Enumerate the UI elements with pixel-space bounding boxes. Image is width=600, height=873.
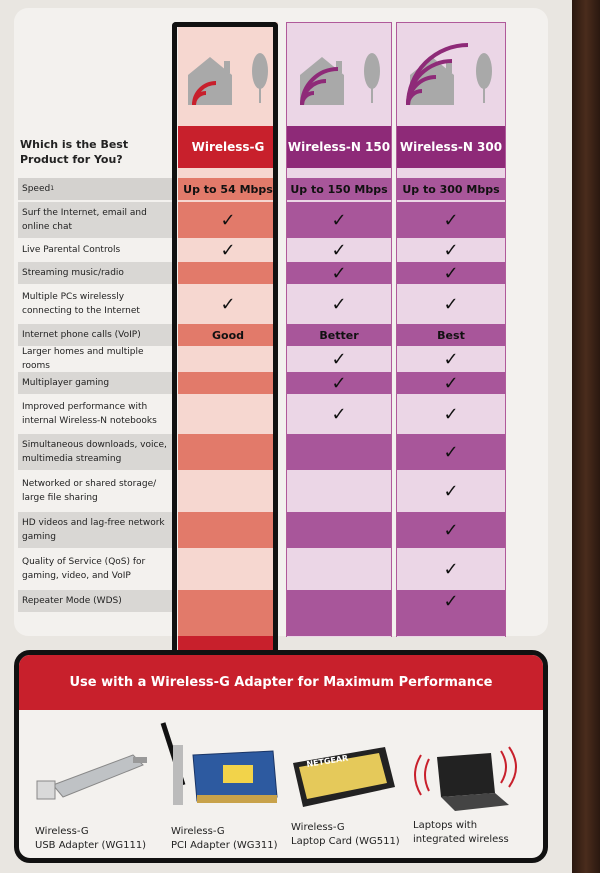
speed-cell: Up to 54 Mbps [178,178,278,200]
row-label: HD videos and lag-free network gaming [18,512,174,548]
adapter-panel [14,650,548,863]
checkmark-icon: ✓ [178,286,278,322]
row-label: Multiple PCs wirelessly connecting to the Internet [18,286,174,322]
column-header-wireless-n150: Wireless-N 150 [287,126,391,168]
row-label: Simultaneous downloads, voice, multimedia streaming [18,434,174,470]
checkmark-icon: ✓ [287,286,391,322]
feature-cell: Good [178,324,278,346]
feature-cell [287,590,391,612]
speed-cell: Up to 150 Mbps [287,178,391,200]
checkmark-icon: ✓ [397,590,505,612]
checkmark-icon: ✓ [287,396,391,432]
checkmark-icon: ✓ [397,372,505,394]
background-wood [572,0,600,873]
checkmark-icon: ✓ [397,286,505,322]
feature-cell [287,550,391,588]
feature-cell [287,472,391,510]
page-title: Which is the Best Product for You? [20,138,129,166]
checkmark-icon: ✓ [397,202,505,238]
checkmark-icon: ✓ [287,202,391,238]
laptop-wireless-image [407,739,527,819]
checkmark-icon: ✓ [397,348,505,370]
feature-cell [287,512,391,548]
speed-cell: Up to 300 Mbps [397,178,505,200]
checkmark-icon: ✓ [287,240,391,260]
pci-adapter-image [153,715,293,815]
checkmark-icon: ✓ [178,202,278,238]
adapter-label-usb: Wireless-G USB Adapter (WG111) [35,826,147,851]
checkmark-icon: ✓ [397,472,505,510]
feature-cell: Best [397,324,505,346]
adapter-label-pci: Wireless-G PCI Adapter (WG311) [171,826,278,851]
column-header-wireless-g: Wireless-G [178,126,278,168]
feature-cell: Better [287,324,391,346]
checkmark-icon: ✓ [397,240,505,260]
laptop-card-image [289,743,399,813]
house-wifi-icon-n150 [292,45,388,111]
adapter-banner: Use with a Wireless-G Adapter for Maximum Performance [19,655,543,710]
wireless-g-highlight-frame [172,22,278,662]
checkmark-icon: ✓ [287,348,391,370]
house-wifi-icon-n300 [402,40,500,111]
row-label-speed: Speed 1 [18,178,174,200]
checkmark-icon: ✓ [287,372,391,394]
checkmark-icon: ✓ [178,240,278,260]
checkmark-icon: ✓ [397,512,505,548]
row-label: Quality of Service (QoS) for gaming, video, and VoIP [18,550,174,588]
row-label: Multiplayer gaming [18,372,174,394]
row-label: Improved performance with internal Wireless-N notebooks [18,396,174,432]
adapter-label-laptop: Laptops with integrated wireless [413,820,509,845]
checkmark-icon: ✓ [397,434,505,470]
column-header-wireless-n300: Wireless-N 300 [397,126,505,168]
row-label: Networked or shared storage/ large file sharing [18,472,174,510]
usb-adapter-image [33,735,153,815]
row-label: Live Parental Controls [18,240,174,260]
row-label: Larger homes and multiple rooms [18,348,174,370]
checkmark-icon: ✓ [397,550,505,588]
column-filler-n150 [287,612,391,636]
column-filler-n300 [397,612,505,636]
checkmark-icon: ✓ [287,262,391,284]
feature-cell [287,434,391,470]
brand-logo: NETGEAR [305,753,349,769]
checkmark-icon: ✓ [397,262,505,284]
checkmark-icon: ✓ [397,396,505,432]
row-label: Repeater Mode (WDS) [18,590,174,612]
row-label: Surf the Internet, email and online chat [18,202,174,238]
adapter-label-laptop-card: Wireless-G Laptop Card (WG511) [291,822,400,847]
row-label: Internet phone calls (VoIP) [18,324,174,346]
row-label: Streaming music/radio [18,262,174,284]
